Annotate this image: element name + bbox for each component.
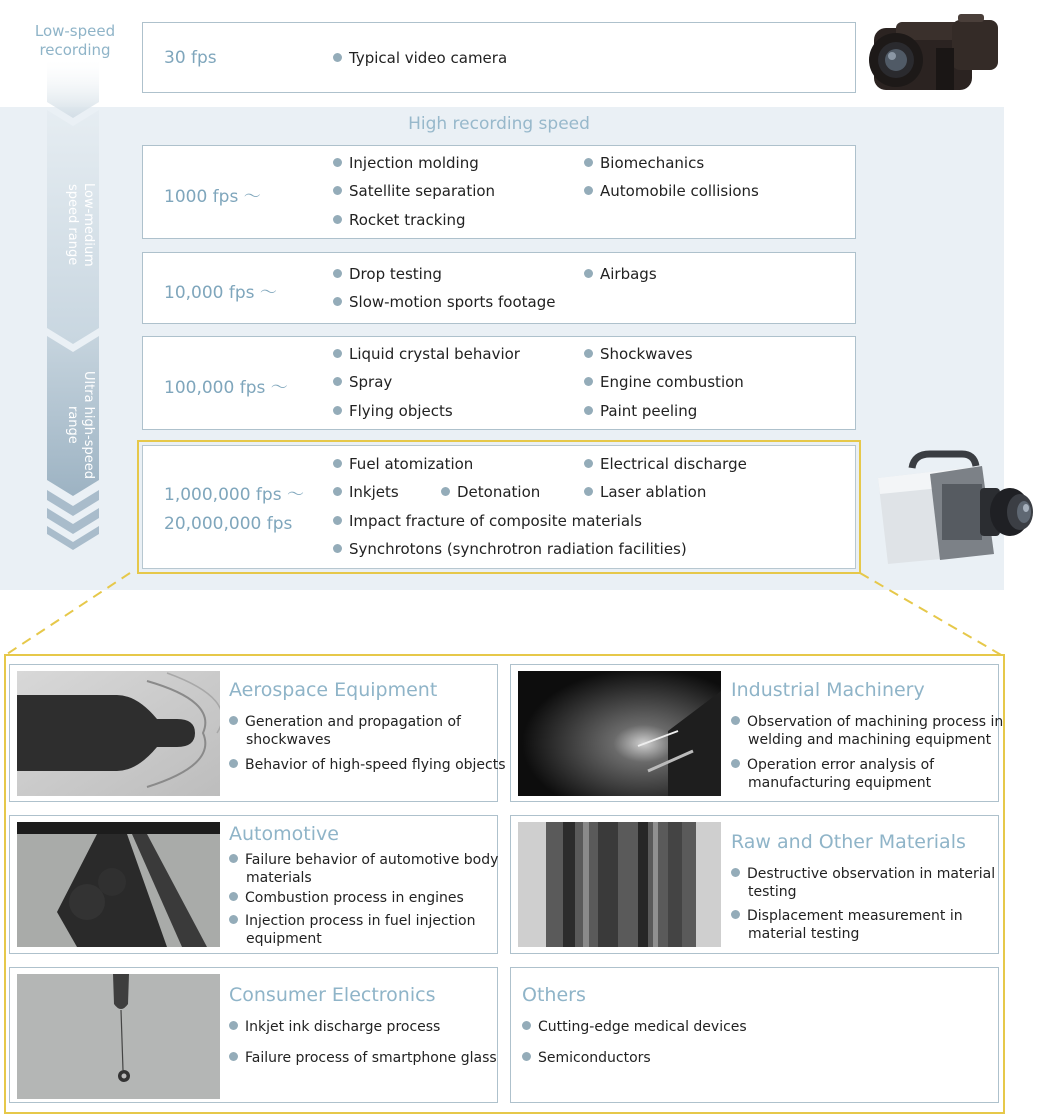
consumer-photo bbox=[17, 974, 220, 1099]
low-medium-label: Low-medium speed range bbox=[65, 183, 96, 267]
list-item: Satellite separation bbox=[333, 182, 495, 200]
list-item: Failure process of smartphone glass bbox=[229, 1049, 511, 1067]
fps-label: 1,000,000 fps ～ bbox=[164, 485, 304, 505]
app-card-automotive bbox=[9, 815, 498, 954]
card-title: Raw and Other Materials bbox=[731, 831, 966, 853]
list-item: Injection molding bbox=[333, 154, 479, 172]
list-item: Cutting-edge medical devices bbox=[522, 1018, 804, 1036]
list-item: Synchrotons (synchrotron radiation facilities) bbox=[333, 540, 687, 558]
ultra-label: Ultra high-speed range bbox=[65, 371, 96, 479]
list-item: Observation of machining process in welding and machining equipment bbox=[731, 713, 1013, 749]
app-card-materials bbox=[510, 815, 999, 954]
list-item: Displacement measurement in material testing bbox=[731, 907, 1013, 943]
list-item: Flying objects bbox=[333, 402, 453, 420]
list-item: Injection process in fuel injection equipment bbox=[229, 912, 511, 948]
list-item: Shockwaves bbox=[584, 345, 693, 363]
low-speed-label: Low-speed recording bbox=[34, 22, 116, 59]
list-item: Drop testing bbox=[333, 265, 442, 283]
card-title: Others bbox=[522, 984, 586, 1006]
card-title: Automotive bbox=[229, 823, 339, 845]
list-item: Failure behavior of automotive body materials bbox=[229, 851, 511, 887]
fps-label: 1000 fps ～ bbox=[164, 187, 261, 207]
list-item: Impact fracture of composite materials bbox=[333, 512, 642, 530]
list-item: Inkjet ink discharge process bbox=[229, 1018, 511, 1036]
aerospace-photo bbox=[17, 671, 220, 796]
list-item: Automobile collisions bbox=[584, 182, 759, 200]
card-title: Industrial Machinery bbox=[731, 679, 925, 701]
fps-label-max: 20,000,000 fps bbox=[164, 514, 293, 534]
rate-row-1000fps bbox=[142, 145, 856, 239]
list-item: Fuel atomization bbox=[333, 455, 473, 473]
app-card-consumer bbox=[9, 967, 498, 1103]
list-item: Spray bbox=[333, 373, 392, 391]
list-item: Electrical discharge bbox=[584, 455, 747, 473]
rate-row-10000fps bbox=[142, 252, 856, 324]
materials-photo bbox=[518, 822, 721, 947]
list-item: Paint peeling bbox=[584, 402, 697, 420]
fps-label: 30 fps bbox=[164, 48, 217, 68]
fps-label: 100,000 fps ～ bbox=[164, 378, 288, 398]
list-item: Destructive observation in material testing bbox=[731, 865, 1013, 901]
list-item: Typical video camera bbox=[333, 49, 507, 67]
app-card-industrial bbox=[510, 664, 1004, 802]
automotive-photo bbox=[17, 822, 220, 947]
rate-row-30fps bbox=[142, 22, 856, 93]
list-item: Airbags bbox=[584, 265, 657, 283]
list-item: Inkjets bbox=[333, 483, 399, 501]
card-title: Consumer Electronics bbox=[229, 984, 436, 1006]
high-speed-camera-icon bbox=[870, 450, 1038, 572]
list-item: Operation error analysis of manufacturing equipment bbox=[731, 756, 1013, 792]
list-item: Liquid crystal behavior bbox=[333, 345, 520, 363]
zoom-connector bbox=[0, 570, 1040, 660]
fps-label: 10,000 fps ～ bbox=[164, 283, 277, 303]
list-item: Engine combustion bbox=[584, 373, 744, 391]
list-item: Semiconductors bbox=[522, 1049, 804, 1067]
list-item: Biomechanics bbox=[584, 154, 704, 172]
list-item: Generation and propagation of shockwaves bbox=[229, 713, 511, 749]
camcorder-icon bbox=[866, 8, 1004, 100]
industrial-photo bbox=[518, 671, 721, 796]
app-card-others bbox=[510, 967, 999, 1103]
rate-row-100000fps bbox=[142, 336, 856, 430]
list-item: Behavior of high-speed flying objects bbox=[229, 756, 511, 774]
list-item: Rocket tracking bbox=[333, 211, 466, 229]
list-item: Slow-motion sports footage bbox=[333, 293, 555, 311]
rate-row-1000000fps bbox=[142, 445, 856, 569]
card-title: Aerospace Equipment bbox=[229, 679, 438, 701]
app-card-aerospace bbox=[9, 664, 506, 802]
list-item: Detonation bbox=[441, 483, 540, 501]
high-speed-banner: High recording speed bbox=[408, 114, 590, 134]
list-item: Laser ablation bbox=[584, 483, 706, 501]
list-item: Combustion process in engines bbox=[229, 889, 511, 907]
